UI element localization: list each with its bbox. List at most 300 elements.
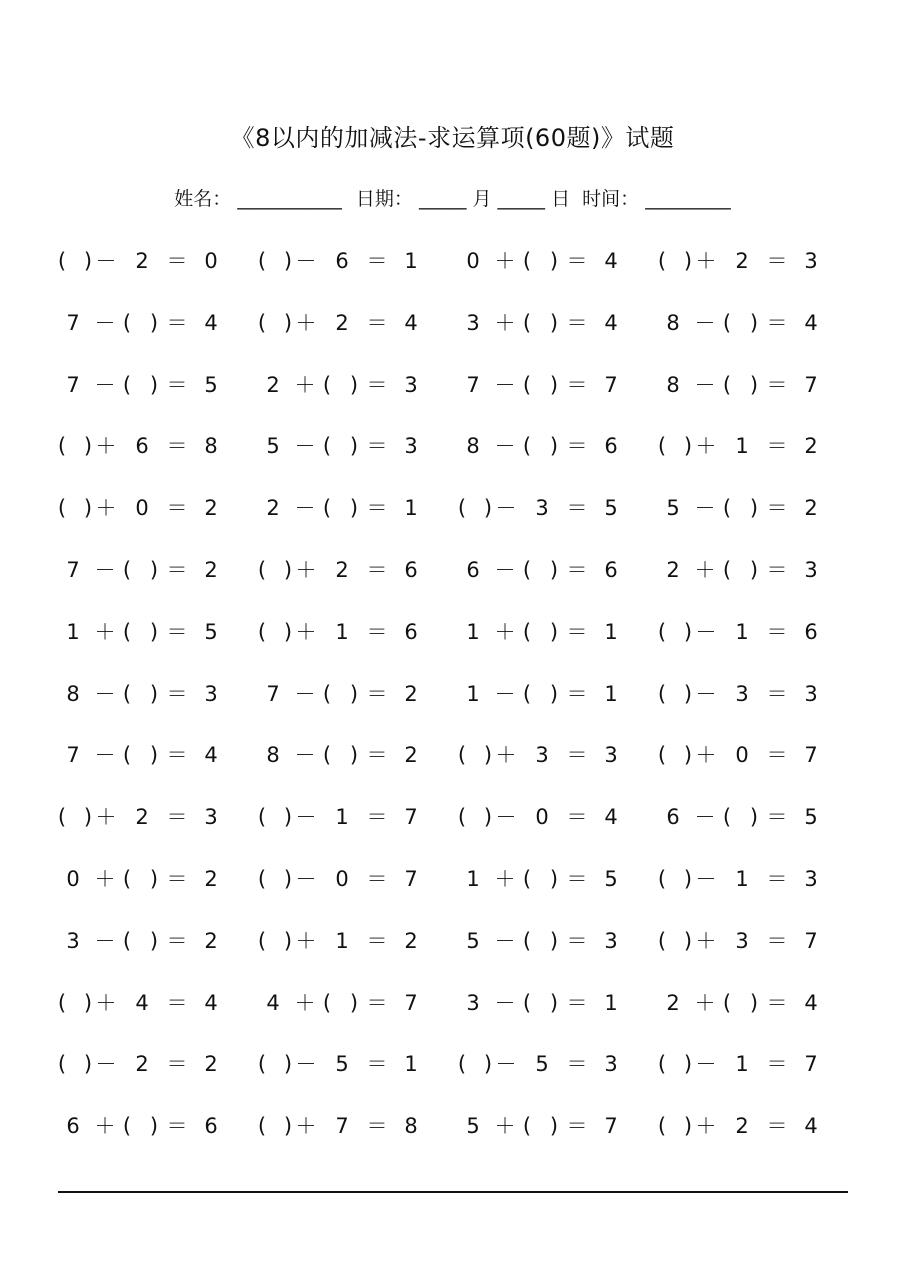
problem-token: 5	[666, 496, 680, 521]
problem-token: )	[683, 1114, 693, 1139]
problem-token: ＋	[295, 310, 317, 335]
problem-token: ＋	[695, 434, 717, 459]
problem-token: 2	[135, 805, 149, 830]
problem-token: (	[722, 372, 732, 397]
problem-token: 3	[804, 557, 818, 582]
problem-token: 7	[404, 805, 418, 830]
problem-token: －	[94, 310, 116, 335]
problem-4-3	[454, 421, 654, 471]
problem-token: (	[457, 743, 467, 768]
problem-token: 8	[404, 1114, 418, 1139]
problem-token: 8	[66, 681, 80, 706]
problem-token: ＋	[94, 1114, 116, 1139]
problem-token: (	[57, 990, 67, 1015]
problem-token: 0	[466, 249, 480, 273]
problem-2-1	[54, 298, 254, 348]
problem-token: 6	[804, 619, 818, 644]
problem-token: －	[94, 928, 116, 953]
problem-token: ＝	[766, 619, 788, 644]
problem-4-4	[654, 421, 854, 471]
problem-grid	[54, 236, 854, 1163]
problem-token: )	[483, 805, 493, 830]
day-blank: _____	[497, 188, 546, 210]
problem-token: 4	[604, 249, 618, 273]
problem-token: 3	[404, 434, 418, 459]
problem-token: 6	[466, 557, 480, 582]
problem-token: ＝	[366, 557, 388, 582]
problem-token: ＝	[366, 990, 388, 1015]
problem-4-1	[54, 421, 254, 471]
problem-token: 4	[804, 310, 818, 335]
problem-token: －	[494, 990, 516, 1015]
problem-token: )	[149, 681, 159, 706]
problem-token: (	[722, 805, 732, 830]
problem-token: －	[295, 866, 317, 891]
problem-token: －	[694, 496, 716, 521]
problem-token: 3	[204, 805, 218, 830]
problem-token: )	[149, 619, 159, 644]
problem-token: ＝	[766, 434, 788, 459]
problem-token: (	[322, 743, 332, 768]
problem-token: ＋	[295, 1114, 317, 1139]
problem-token: )	[549, 681, 559, 706]
problem-token: －	[295, 805, 317, 830]
problem-token: ＋	[494, 866, 516, 891]
problem-token: 5	[335, 1052, 349, 1077]
problem-token: ＝	[166, 928, 188, 953]
problem-token: －	[695, 1052, 717, 1077]
problem-token: ＝	[566, 372, 588, 397]
problem-token: (	[257, 310, 267, 335]
problem-token: ＝	[166, 681, 188, 706]
problem-token: ＝	[766, 805, 788, 830]
problem-token: 5	[204, 372, 218, 397]
problem-token: 3	[535, 496, 549, 521]
problem-token: )	[349, 496, 359, 521]
problem-token: )	[483, 1052, 493, 1077]
problem-7-1	[54, 607, 254, 657]
problem-token: ＝	[166, 1052, 188, 1077]
problem-13-3	[454, 978, 654, 1028]
problem-token: (	[257, 1114, 267, 1139]
problem-token: )	[683, 619, 693, 644]
problem-token: )	[149, 743, 159, 768]
problem-token: －	[294, 496, 316, 521]
problem-token: ＝	[166, 557, 188, 582]
problem-token: 7	[604, 372, 618, 397]
problem-token: 7	[604, 1114, 618, 1139]
problem-token: (	[122, 372, 132, 397]
problem-token: 7	[404, 990, 418, 1015]
worksheet-title: 《8以内的加减法-求运算项(60题)》试题	[230, 124, 675, 152]
name-blank: ___________	[237, 188, 342, 210]
problem-token: 3	[735, 681, 749, 706]
problem-token: ＋	[95, 990, 117, 1015]
problem-token: (	[322, 496, 332, 521]
problem-token: (	[122, 681, 132, 706]
problem-token: 1	[335, 619, 349, 644]
problem-token: 0	[735, 743, 749, 768]
problem-token: 2	[735, 249, 749, 273]
problem-14-4	[654, 1039, 854, 1089]
problem-token: (	[522, 928, 532, 953]
problem-token: 4	[404, 310, 418, 335]
problem-token: 3	[735, 928, 749, 953]
problem-5-3	[454, 483, 654, 533]
problem-token: 7	[466, 372, 480, 397]
problem-token: ＝	[766, 372, 788, 397]
problem-token: 5	[466, 928, 480, 953]
problem-token: 3	[466, 990, 480, 1015]
problem-token: 5	[535, 1052, 549, 1077]
problem-10-4	[654, 792, 854, 842]
problem-token: 7	[404, 866, 418, 891]
problem-token: ＝	[566, 928, 588, 953]
problem-10-1	[54, 792, 254, 842]
problem-token: (	[522, 619, 532, 644]
problem-token: 4	[204, 743, 218, 768]
problem-3-4	[654, 360, 854, 410]
problem-token: )	[149, 372, 159, 397]
problem-token: ＝	[566, 990, 588, 1015]
problem-token: (	[657, 866, 667, 891]
problem-14-1	[54, 1039, 254, 1089]
problem-token: 2	[204, 866, 218, 891]
problem-6-3	[454, 545, 654, 595]
problem-token: －	[695, 866, 717, 891]
problem-token: )	[549, 557, 559, 582]
problem-15-2	[254, 1101, 454, 1151]
problem-token: 2	[666, 990, 680, 1015]
problem-token: (	[457, 1052, 467, 1077]
problem-token: ＝	[766, 310, 788, 335]
problem-3-3	[454, 360, 654, 410]
problem-token: 2	[204, 1052, 218, 1077]
problem-token: (	[722, 310, 732, 335]
problem-11-4	[654, 854, 854, 904]
problem-8-2	[254, 669, 454, 719]
problem-token: ＝	[366, 866, 388, 891]
problem-token: ＝	[566, 805, 588, 830]
problem-token: 3	[804, 866, 818, 891]
problem-13-4	[654, 978, 854, 1028]
problem-token: (	[257, 805, 267, 830]
problem-token: ＝	[566, 866, 588, 891]
problem-token: －	[495, 1052, 517, 1077]
problem-token: (	[322, 372, 332, 397]
problem-token: 7	[66, 310, 80, 335]
problem-6-1	[54, 545, 254, 595]
problem-token: 4	[804, 1114, 818, 1139]
problem-token: )	[749, 557, 759, 582]
month-blank: _____	[418, 188, 467, 210]
problem-token: －	[494, 557, 516, 582]
problem-token: )	[683, 928, 693, 953]
problem-token: )	[149, 928, 159, 953]
problem-token: ＝	[566, 557, 588, 582]
problem-token: ＝	[566, 1114, 588, 1139]
problem-token: 8	[204, 434, 218, 459]
problem-token: ＝	[166, 866, 188, 891]
problem-token: ＋	[95, 805, 117, 830]
problem-token: ＝	[366, 310, 388, 335]
problem-token: 0	[66, 866, 80, 891]
problem-token: －	[494, 434, 516, 459]
problem-token: (	[122, 866, 132, 891]
problem-token: 1	[335, 805, 349, 830]
problem-token: (	[57, 1052, 67, 1077]
problem-token: )	[483, 743, 493, 768]
problem-token: ＝	[366, 681, 388, 706]
problem-token: 4	[604, 805, 618, 830]
problem-token: 5	[804, 805, 818, 830]
problem-token: 7	[66, 372, 80, 397]
problem-token: 1	[404, 249, 418, 273]
problem-token: 4	[204, 990, 218, 1015]
problem-token: ＋	[295, 557, 317, 582]
problem-token: ＝	[566, 310, 588, 335]
problem-token: 4	[204, 310, 218, 335]
problem-token: ＝	[766, 928, 788, 953]
problem-14-3	[454, 1039, 654, 1089]
problem-token: 1	[735, 434, 749, 459]
problem-token: 5	[604, 866, 618, 891]
problem-token: ＝	[566, 1052, 588, 1077]
problem-token: (	[57, 496, 67, 521]
problem-token: 4	[135, 990, 149, 1015]
problem-token: －	[694, 372, 716, 397]
problem-1-1	[54, 236, 254, 286]
problem-token: (	[722, 496, 732, 521]
problem-token: 3	[604, 743, 618, 768]
problem-token: ＝	[566, 249, 588, 273]
problem-token: ＝	[166, 434, 188, 459]
problem-token: (	[257, 1052, 267, 1077]
problem-token: 5	[266, 434, 280, 459]
problem-token: 8	[266, 743, 280, 768]
problem-token: (	[522, 249, 532, 273]
problem-token: (	[322, 681, 332, 706]
problem-14-2	[254, 1039, 454, 1089]
problem-token: )	[549, 866, 559, 891]
problem-token: －	[295, 1052, 317, 1077]
problem-token: ＋	[695, 1114, 717, 1139]
problem-token: 3	[404, 372, 418, 397]
problem-token: ＝	[166, 743, 188, 768]
problem-token: 1	[735, 1052, 749, 1077]
problem-token: (	[57, 249, 67, 273]
problem-token: 1	[404, 496, 418, 521]
problem-token: )	[149, 310, 159, 335]
problem-token: －	[695, 619, 717, 644]
problem-token: ＝	[366, 496, 388, 521]
problem-token: －	[495, 496, 517, 521]
problem-token: (	[57, 805, 67, 830]
problem-token: ＝	[366, 1052, 388, 1077]
problem-token: )	[549, 372, 559, 397]
problem-token: (	[522, 310, 532, 335]
problem-token: ＋	[494, 249, 516, 273]
problem-11-1	[54, 854, 254, 904]
problem-2-3	[454, 298, 654, 348]
problem-token: )	[683, 743, 693, 768]
problem-token: ＝	[566, 619, 588, 644]
problem-token: ＝	[366, 619, 388, 644]
problem-token: )	[283, 866, 293, 891]
problem-token: (	[457, 496, 467, 521]
problem-12-3	[454, 916, 654, 966]
problem-token: 3	[604, 1052, 618, 1077]
problem-token: 2	[735, 1114, 749, 1139]
problem-token: 1	[335, 928, 349, 953]
problem-1-4	[654, 236, 854, 286]
problem-token: (	[657, 928, 667, 953]
problem-8-3	[454, 669, 654, 719]
problem-token: 1	[735, 619, 749, 644]
problem-token: ＋	[695, 249, 717, 273]
problem-token: 2	[135, 249, 149, 273]
problem-token: ＝	[166, 372, 188, 397]
problem-token: 8	[666, 310, 680, 335]
problem-11-3	[454, 854, 654, 904]
problem-token: )	[349, 990, 359, 1015]
problem-token: －	[94, 743, 116, 768]
time-label: 时间：	[582, 188, 640, 210]
month-label: 月	[472, 188, 492, 210]
problem-token: ＝	[566, 681, 588, 706]
problem-token: ＝	[166, 496, 188, 521]
problem-token: ＋	[494, 310, 516, 335]
problem-token: 0	[135, 496, 149, 521]
problem-token: ＝	[566, 434, 588, 459]
problem-token: )	[283, 928, 293, 953]
problem-token: ＝	[766, 557, 788, 582]
problem-token: 6	[66, 1114, 80, 1139]
problem-token: (	[257, 557, 267, 582]
problem-token: ＝	[766, 866, 788, 891]
problem-7-4	[654, 607, 854, 657]
problem-token: )	[683, 866, 693, 891]
problem-5-4	[654, 483, 854, 533]
problem-token: 3	[804, 681, 818, 706]
problem-token: 2	[204, 928, 218, 953]
problem-token: 7	[804, 928, 818, 953]
problem-token: )	[549, 249, 559, 273]
problem-token: ＝	[766, 249, 788, 273]
problem-token: )	[349, 743, 359, 768]
problem-token: 7	[335, 1114, 349, 1139]
problem-token: 6	[135, 434, 149, 459]
problem-5-1	[54, 483, 254, 533]
problem-token: 2	[335, 557, 349, 582]
problem-token: (	[257, 866, 267, 891]
problem-10-3	[454, 792, 654, 842]
problem-token: )	[749, 310, 759, 335]
problem-token: 2	[204, 557, 218, 582]
problem-token: )	[549, 928, 559, 953]
problem-token: ＝	[766, 681, 788, 706]
problem-token: )	[83, 805, 93, 830]
problem-token: )	[283, 1052, 293, 1077]
problem-1-3	[454, 236, 654, 286]
problem-13-1	[54, 978, 254, 1028]
problem-token: 8	[466, 434, 480, 459]
problem-token: 2	[404, 743, 418, 768]
problem-token: ＝	[366, 928, 388, 953]
problem-token: )	[83, 434, 93, 459]
problem-token: 3	[604, 928, 618, 953]
problem-12-1	[54, 916, 254, 966]
problem-6-4	[654, 545, 854, 595]
problem-token: －	[695, 681, 717, 706]
problem-token: (	[522, 434, 532, 459]
problem-token: )	[149, 1114, 159, 1139]
problem-token: 4	[604, 310, 618, 335]
problem-token: ＋	[694, 990, 716, 1015]
problem-7-3	[454, 607, 654, 657]
problem-token: )	[283, 805, 293, 830]
problem-token: 2	[266, 372, 280, 397]
problem-token: 7	[66, 557, 80, 582]
problem-token: )	[283, 310, 293, 335]
problem-token: 4	[804, 990, 818, 1015]
problem-token: －	[495, 805, 517, 830]
problem-token: )	[83, 496, 93, 521]
problem-token: ＋	[695, 743, 717, 768]
problem-12-4	[654, 916, 854, 966]
problem-token: 2	[404, 928, 418, 953]
problem-token: 1	[466, 681, 480, 706]
problem-token: －	[294, 743, 316, 768]
problem-token: ＋	[494, 619, 516, 644]
problem-token: ＝	[766, 496, 788, 521]
problem-12-2	[254, 916, 454, 966]
problem-token: －	[294, 434, 316, 459]
problem-token: ＋	[495, 743, 517, 768]
problem-token: )	[149, 866, 159, 891]
problem-1-2	[254, 236, 454, 286]
problem-4-2	[254, 421, 454, 471]
problem-8-4	[654, 669, 854, 719]
problem-token: ＝	[766, 1052, 788, 1077]
problem-11-2	[254, 854, 454, 904]
problem-13-2	[254, 978, 454, 1028]
problem-token: )	[683, 434, 693, 459]
problem-token: ＝	[166, 310, 188, 335]
problem-token: 1	[404, 1052, 418, 1077]
problem-token: 1	[604, 990, 618, 1015]
problem-token: 0	[204, 249, 218, 273]
problem-token: ＝	[366, 372, 388, 397]
problem-token: )	[349, 372, 359, 397]
student-info-line	[0, 184, 905, 214]
problem-token: )	[549, 1114, 559, 1139]
problem-token: 2	[404, 681, 418, 706]
problem-token: 7	[804, 1052, 818, 1077]
problem-token: )	[283, 619, 293, 644]
problem-token: ＋	[695, 928, 717, 953]
problem-token: (	[457, 805, 467, 830]
problem-7-2	[254, 607, 454, 657]
problem-token: 6	[404, 619, 418, 644]
problem-token: (	[122, 619, 132, 644]
problem-token: 6	[604, 434, 618, 459]
problem-token: )	[683, 1052, 693, 1077]
problem-token: ＝	[166, 619, 188, 644]
problem-2-2	[254, 298, 454, 348]
problem-token: ＝	[166, 805, 188, 830]
problem-token: )	[683, 681, 693, 706]
